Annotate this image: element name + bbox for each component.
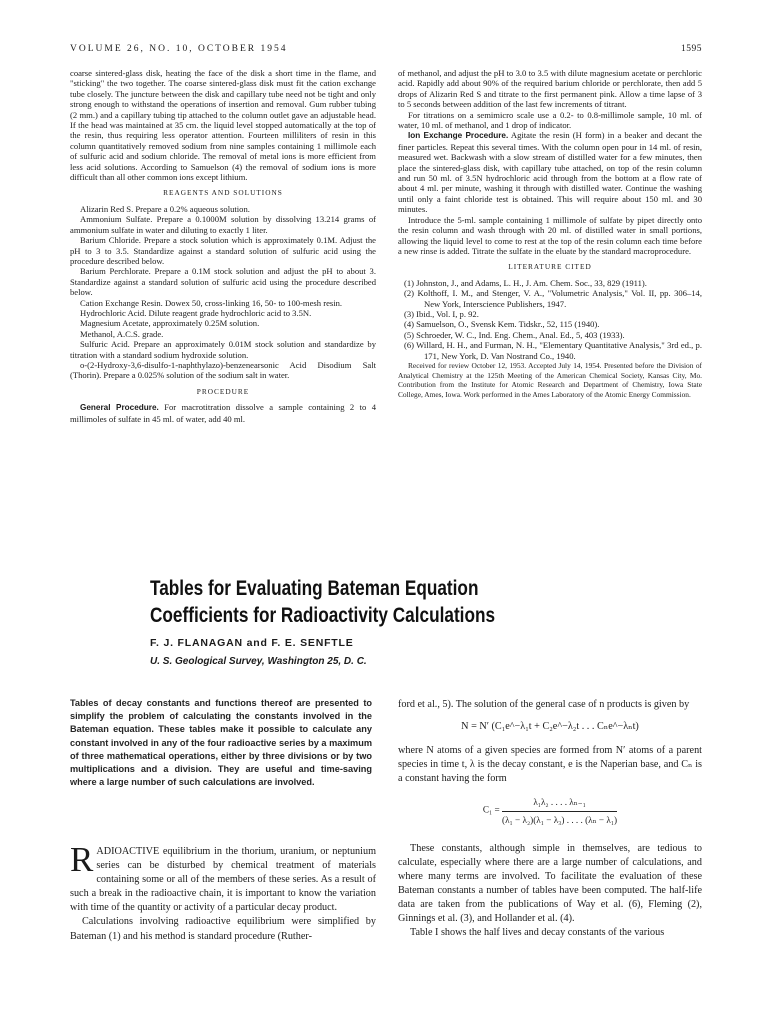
reagent-item: Cation Exchange Resin. Dowex 50, cross-linking 16, 50- to 100-mesh resin. bbox=[80, 297, 343, 308]
reagent-item: Barium Chloride. Prepare a stock solution which is approximately 0.1M. Adjust the pH to 3 to 3.5. Standardize against a standard solution of sulfuric acid using the procedure described below. bbox=[70, 235, 376, 266]
equation-lhs: C₁ = bbox=[482, 805, 500, 816]
paragraph: Introduce the 5-ml. sample containing 1 millimole of sulfate by pipet directly onto the resin column and wash through with 20 ml. of distilled water in small portions, allowing the liquid level to come to rest at the top of the resin column each time before a new rinse is added. Titrate the sulfate in the eluate by the standard macroprocedure. bbox=[398, 214, 702, 256]
reagent-item: Methanol, A.C.S. grade. bbox=[80, 328, 164, 339]
reagent-item: Magnesium Acetate, approximately 0.25M solution. bbox=[80, 318, 260, 329]
left-column bbox=[70, 68, 376, 424]
running-header bbox=[70, 44, 702, 58]
reference-list bbox=[398, 278, 702, 361]
title-line: Tables for Evaluating Bateman Equation bbox=[150, 576, 479, 600]
article-body-right bbox=[398, 698, 702, 940]
article-authors: F. J. FLANAGAN and F. E. SENFTLE bbox=[150, 637, 354, 649]
received-note: Received for review October 12, 1953. Accepted July 14, 1954. Presented before the Division of Analytical Chemistry at the 125th Meeting of the American Chemical Society, Kansas City, Mo. Contribution from the Institute for Atomic Research and Department of Chemistry, Iowa State College, Ames, Iowa. Work performed in the Ames Laboratory of the Atomic Energy Commission. bbox=[398, 360, 702, 399]
reference-item: (5) Schroeder, W. C., Ind. Eng. Chem., Anal. Ed., 5, 403 (1933). bbox=[404, 329, 625, 340]
reagent-item: Alizarin Red S. Prepare a 0.2% aqueous solution. bbox=[80, 203, 250, 214]
article-affiliation: U. S. Geological Survey, Washington 25, D. C. bbox=[150, 656, 367, 667]
paragraph-text: ADIOACTIVE equilibrium in the thorium, uranium, or neptunium series can be disturbed by chemical treatment of materials containing some or all of the members of these series. As a result of such a break in the radioactive chain, it is important to know the variation with time of the quantity or activity of a particular decay product. bbox=[70, 846, 376, 914]
article-abstract: Tables of decay constants and functions thereof are presented to simplify the problem of calculating the constants involved in the Bateman equation. These tables make it possible to calculate any constant involved in any of the four radioactive series by a maximum of three mathematical operations, either by three divisions or by two multiplications and a division. They are useful and time-saving where a large number of such calculations are involved. bbox=[70, 698, 372, 788]
reagent-item: o-(2-Hydroxy-3,6-disulfo-1-naphthylazo)-benzenearsonic Acid Disodium Salt (Thorin). Prepare a 0.025% solution of the sodium salt in water. bbox=[70, 359, 376, 381]
page-number: 1595 bbox=[681, 44, 702, 54]
reference-item: (2) Kolthoff, I. M., and Stenger, V. A., "Volumetric Analysis," Vol. II, pp. 306–14, New York, Interscience Publishers, 1947. bbox=[404, 288, 702, 309]
paragraph bbox=[398, 130, 702, 214]
paragraph: Table I shows the half lives and decay constants of the various bbox=[410, 927, 665, 939]
reference-item: (3) Ibid., Vol. I, p. 92. bbox=[404, 308, 479, 319]
paragraph: ford et al., 5). The solution of the general case of n products is given by bbox=[398, 699, 690, 710]
reagent-item: Sulfuric Acid. Prepare an approximately 0.01M stock solution and standardize by titration with a standard sodium hydroxide solution. bbox=[70, 339, 376, 360]
reagent-item: Ammonium Sulfate. Prepare a 0.1000M solution by dissolving 13.214 grams of ammonium sulfate in water and diluting to exactly 1 liter. bbox=[70, 214, 376, 235]
reference-item: (1) Johnston, J., and Adams, L. H., J. Am. Chem. Soc., 33, 829 (1911). bbox=[404, 277, 647, 288]
equation-numerator: λ₁λ₂ . . . . λₙ₋₁ bbox=[502, 795, 617, 811]
paragraph: where N atoms of a given species are formed from N′ atoms of a parent species in time t, λ is the decay constant, e is the Naperian base, and Cₙ is a constant having the form bbox=[398, 745, 702, 785]
run-in-heading: Ion Exchange Procedure. bbox=[408, 131, 509, 141]
section-heading-procedure: PROCEDURE bbox=[196, 386, 250, 396]
paragraph: of methanol, and adjust the pH to 3.0 to 3.5 with dilute magnesium acetate or perchloric acid. Rapidly add about 90% of the required barium chloride or perchlorate, then add 5 drops of Alizarin Red S and titrate to the first permanent pink. Allow a time lapse of 3 to 5 seconds between addition of the last few increments of titrant. bbox=[398, 68, 702, 110]
reagent-item: Barium Perchlorate. Prepare a 0.1M stock solution and adjust the pH to about 3. Standardize against a standard solution of sulfuric acid using the procedure described below. bbox=[70, 266, 376, 298]
paragraph-text: For macrotitration dissolve a sample containing 2 to 4 millimoles of sulfate in 45 ml. of water, add 40 ml. bbox=[70, 402, 377, 424]
reference-item: (4) Samuelson, O., Svensk Kem. Tidskr., 52, 115 (1940). bbox=[404, 319, 600, 330]
paragraph bbox=[70, 840, 376, 915]
paragraph-text: Agitate the resin (H form) in a beaker and decant the finer particles. Repeat this several times. With the column open pour in 14 ml. of resin, measured wet. Backwash with a slow stream of distilled water for a few minutes, then place the sintered-glass disk, with capillary tube attached, on top of the resin column and run 50 ml. of 3.5N hydrochloric acid through from the bottom at a flow rate of about 4 ml. per minute, washing it through with distilled water. Continue the washing until only a faint chloride test is obtained. This will require about 150 ml. and 30 minutes. bbox=[398, 130, 702, 215]
reagent-item: Hydrochloric Acid. Dilute reagent grade hydrochloric acid to 3.5N. bbox=[80, 307, 312, 318]
section-heading-literature: LITERATURE CITED bbox=[508, 262, 592, 272]
reference-item: (6) Willard, H. H., and Furman, N. H., "Elementary Quantitative Analysis," 3rd ed., p. 171, New York, D. Van Nostrand Co., 1940. bbox=[404, 340, 702, 361]
article-title bbox=[150, 575, 534, 629]
run-in-heading: General Procedure. bbox=[80, 403, 159, 413]
paragraph: coarse sintered-glass disk, heating the face of the disk a short time in the flame, and "sticking" the two together. The coarse sintered-glass disk must fit the cation exchange tube closely. The juncture between the disk and capillary tube need not be tight and only strong enough to withstand the operations of insertion and removal. Gum rubber tubing (2 mm.) and a capillary tubing tip attached to the column outlet gave an adjustable head. If the head was maintained at 35 cm. the liquid level stopped automatically at the top of the resin, thus requiring less operator attention. Fourteen milliliters of resin in this column quantitatively removed sodium from nine samples containing 1 millimole each of sulfuric acid and sodium chloride. The removal of metal ions is more efficient from less acid solutions. According to Samuelson (4) the removal of sodium ions is more difficult than all other common ions except lithium. bbox=[70, 68, 376, 183]
paragraph bbox=[70, 402, 376, 424]
drop-cap: R bbox=[70, 840, 94, 879]
right-column bbox=[398, 68, 702, 399]
title-line: Coefficients for Radioactivity Calculations bbox=[150, 603, 496, 627]
equation-constant bbox=[398, 795, 702, 826]
equation-general-solution: N = N′ (C₁e^−λ₁t + C₂e^−λ₂t . . . Cₙe^−λₙt) bbox=[461, 721, 639, 733]
paragraph: For titrations on a semimicro scale use a 0.2- to 0.8-millimole sample, 10 ml. of water, 10 ml. of methanol, and 1 drop of indicator. bbox=[398, 109, 702, 131]
article-body-left bbox=[70, 840, 376, 944]
equation-fraction bbox=[502, 795, 617, 826]
section-heading-reagents: REAGENTS AND SOLUTIONS bbox=[163, 188, 283, 198]
paragraph: Calculations involving radioactive equilibrium were simplified by Bateman (1) and his method is standard procedure (Ruther- bbox=[70, 916, 376, 942]
equation-denominator: (λ₁ − λ₂)(λ₁ − λ₃) . . . . (λₙ − λ₁) bbox=[502, 814, 618, 825]
paragraph: These constants, although simple in themselves, are tedious to calculate, especially where there are a large number of calculations, and where many terms are involved. To facilitate the evaluation of these Bateman constants a number of tables have been computed. The half-life data are taken from the publications of Way et al. (6), Fleming (2), Ginnings et al. (3), and Hollander et al. (4). bbox=[398, 842, 702, 925]
journal-line: VOLUME 26, NO. 10, OCTOBER 1954 bbox=[70, 44, 288, 54]
